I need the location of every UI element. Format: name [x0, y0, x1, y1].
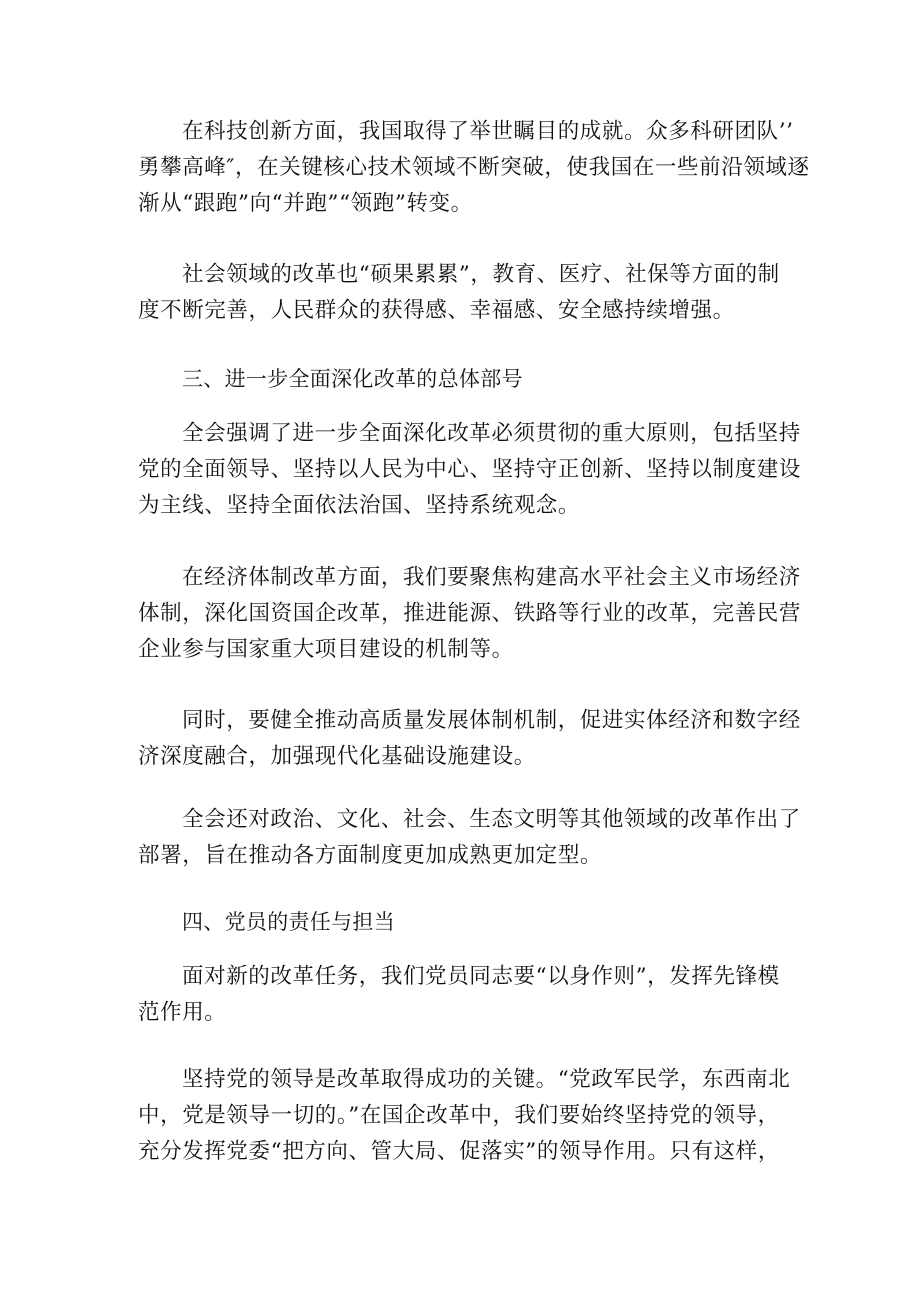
- paragraph-principles: [138, 416, 802, 524]
- text-line: 渐从“跟跑”向“并跑”“领跑”转变。: [138, 191, 473, 216]
- paragraph-economic-reform: [138, 560, 802, 668]
- text-line: 中，党是领导一切的。”在国企改革中，我们要始终坚持党的领导，: [138, 1103, 780, 1128]
- text-line: 部署，旨在推动各方面制度更加成熟更加定型。: [138, 843, 603, 868]
- text-line: 为主线、坚持全面依法治国、坚持系统观念。: [138, 493, 581, 518]
- text-line: 充分发挥党委“把方向、管大局、促落实”的领导作用。只有这样，: [138, 1139, 780, 1164]
- section-heading-4: [138, 904, 790, 940]
- text-line: 济深度融合，加强现代化基础设施建设。: [138, 744, 536, 769]
- heading-text: 三、进一步全面深化改革的总体部号: [182, 367, 523, 391]
- text-line: 在经济体制改革方面，我们要聚焦构建高水平社会主义市场经济: [182, 565, 801, 590]
- text-line: 面对新的改革任务，我们党员同志要“以身作则”，发挥先锋模: [182, 964, 780, 989]
- text-line: 社会领域的改革也“硕果累累”，教育、医疗、社保等方面的制: [182, 262, 780, 287]
- text-line: 党的全面领导、坚持以人民为中心、坚持守正创新、坚持以制度建设: [138, 457, 802, 482]
- text-line: 企业参与国家重大项目建设的机制等。: [138, 637, 514, 662]
- text-line: 坚持党的领导是改革取得成功的关键。“党政军民学，东西南北: [182, 1067, 791, 1092]
- text-line: 体制，深化国资国企改革，推进能源、铁路等行业的改革，完善民营: [138, 601, 802, 626]
- text-line: 在科技创新方面，我国取得了举世瞩目的成就。众多科研团队’’: [182, 119, 794, 144]
- text-line: 勇攀高峰″，在关键核心技术领域不断突破，使我国在一些前沿领域逐: [138, 155, 810, 180]
- paragraph-other-fields: [138, 802, 801, 874]
- text-line: 同时，要健全推动高质量发展体制机制，促进实体经济和数字经: [182, 708, 801, 733]
- paragraph-tech-innovation: [138, 114, 810, 222]
- text-line: 全会强调了进一步全面深化改革必须贯彻的重大原则，包括坚持: [182, 421, 801, 446]
- paragraph-party-leadership: [138, 1062, 790, 1170]
- paragraph-party-members: [138, 959, 790, 1031]
- heading-text: 四、党员的责任与担当: [182, 910, 395, 934]
- text-line: 全会还对政治、文化、社会、生态文明等其他领域的改革作出了: [182, 807, 801, 832]
- section-heading-3: [138, 361, 790, 397]
- text-line: 范作用。: [138, 1000, 227, 1025]
- paragraph-social-reform: [138, 257, 790, 329]
- paragraph-development: [138, 703, 801, 775]
- text-line: 度不断完善，人民群众的获得感、幸福感、安全感持续增强。: [138, 298, 735, 323]
